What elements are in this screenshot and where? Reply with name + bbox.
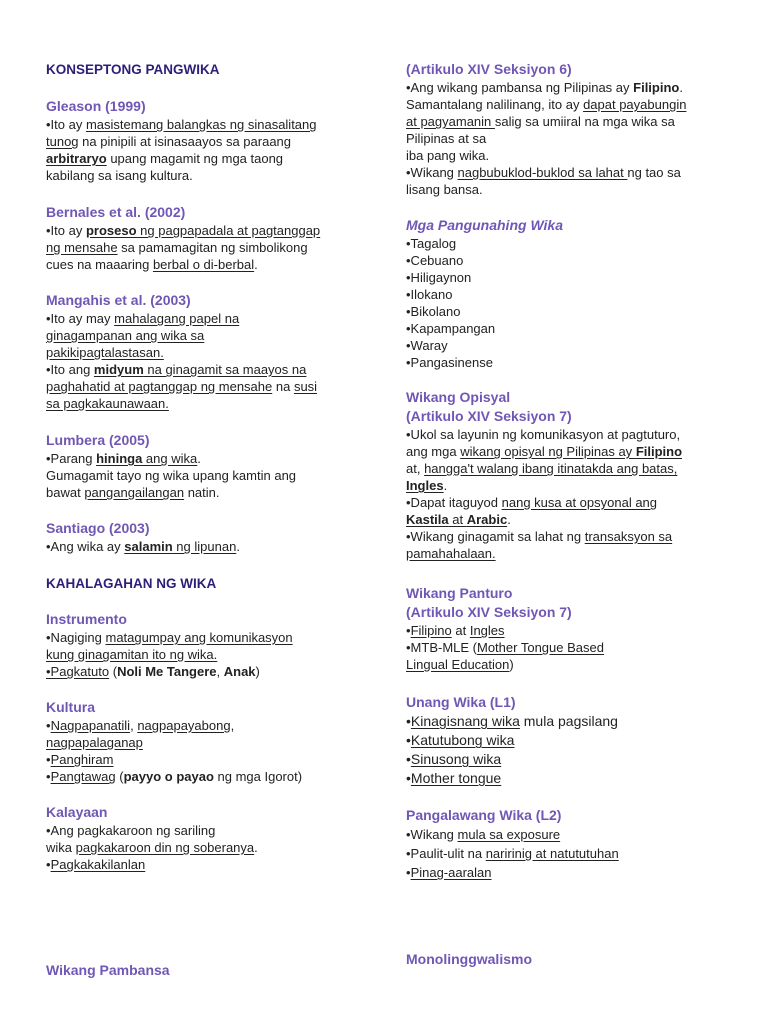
kultura-line-2: nagpapalaganap [46, 735, 143, 750]
list-item: •Ilokano [406, 287, 453, 302]
list-item: •Cebuano [406, 253, 464, 268]
opisyal-line-8: pamahahalaan. [406, 546, 496, 561]
list-item: •Bikolano [406, 304, 461, 319]
list-item: •Hiligaynon [406, 270, 472, 285]
kalayaan-heading: Kalayaan [46, 804, 108, 820]
list-item: •Tagalog [406, 236, 457, 251]
instrumento-line-1: •Nagiging matagumpay ang komunikasyon [46, 630, 293, 645]
pangalawang-line-2: •Paulit-ulit na naririnig at natututuhan [406, 846, 619, 861]
unang-wika-section [406, 693, 736, 788]
artikulo-6-line-1: •Ang wikang pambansa ng Pilipinas ay Filipino. [406, 80, 683, 95]
opisyal-line-1: •Ukol sa layunin ng komunikasyon at pagtuturo, [406, 427, 681, 442]
instrumento-line-3: •Pagkatuto (Noli Me Tangere, Anak) [46, 664, 260, 679]
opisyal-line-7: •Wikang ginagamit sa lahat ng transaksyon sa [406, 529, 673, 544]
artikulo-6-line-7: lisang bansa. [406, 182, 483, 197]
artikulo-6-line-3: at pagyamanin salig sa umiiral na mga wika sa [406, 114, 675, 129]
wikang-opisyal-artikulo: (Artikulo XIV Seksiyon 7) [406, 408, 572, 424]
mangahis-line-3: pakikipagtalastasan. [46, 345, 164, 360]
panturo-line-2: •MTB-MLE (Mother Tongue Based [406, 640, 604, 655]
artikulo-6-line-5: iba pang wika. [406, 148, 490, 163]
bernales-section [46, 203, 366, 273]
bernales-heading: Bernales et al. (2002) [46, 204, 186, 220]
kalayaan-section [46, 803, 366, 873]
santiago-section [46, 519, 366, 555]
kultura-section [46, 698, 366, 785]
mangahis-line-1: •Ito ay may mahalagang papel na [46, 311, 240, 326]
lumbera-heading: Lumbera (2005) [46, 432, 150, 448]
mangahis-section [46, 291, 366, 412]
wikang-panturo-section [406, 584, 736, 673]
list-item: •Kapampangan [406, 321, 496, 336]
kalayaan-line-2: wika pagkakaroon din ng soberanya. [46, 840, 258, 855]
kalayaan-line-1: •Ang pagkakaroon ng sariling [46, 823, 216, 838]
mangahis-line-2: ginagampanan ang wika sa [46, 328, 205, 343]
gleason-line-2: tunog na pinipili at isinasaayos sa paraang [46, 134, 292, 149]
artikulo-6-line-2: Samantalang nalilinang, ito ay dapat payabungin [406, 97, 687, 112]
bernales-line-2: ng mensahe sa pamamagitan ng simbolikong [46, 240, 308, 255]
pangunahing-wika-section [406, 216, 736, 371]
bernales-line-3: cues na maaaring berbal o di-berbal. [46, 257, 258, 272]
unang-line-1: •Kinagisnang wika mula pagsilang [406, 713, 618, 729]
opisyal-line-2: ang mga wikang opisyal ng Pilipinas ay Filipino [406, 444, 683, 459]
mangahis-line-5: paghahatid at pagtanggap ng mensahe na susi [46, 379, 318, 394]
santiago-line-1: •Ang wika ay salamin ng lipunan. [46, 539, 240, 554]
gleason-line-1: •Ito ay masistemang balangkas ng sinasalitang [46, 117, 317, 132]
mangahis-line-4: •Ito ang midyum na ginagamit sa maayos na [46, 362, 307, 377]
mangahis-line-6: sa pagkakaunawaan. [46, 396, 169, 411]
wikang-opisyal-heading: Wikang Opisyal [406, 389, 511, 405]
pangalawang-wika-heading: Pangalawang Wika (L2) [406, 807, 562, 823]
instrumento-heading: Instrumento [46, 611, 127, 627]
unang-wika-heading: Unang Wika (L1) [406, 694, 516, 710]
pangalawang-line-1: •Wikang mula sa exposure [406, 827, 561, 842]
artikulo-6-heading: (Artikulo XIV Seksiyon 6) [406, 61, 572, 77]
monolinggwalismo-heading: Monolinggwalismo [406, 951, 532, 967]
gleason-line-3: arbitraryo upang magamit ng mga taong [46, 151, 284, 166]
lumbera-line-1: •Parang hininga ang wika. [46, 451, 201, 466]
artikulo-6-section [406, 60, 736, 198]
bernales-line-1: •Ito ay proseso ng pagpapadala at pagtanggap [46, 223, 321, 238]
panturo-line-3: Lingual Education) [406, 657, 514, 672]
gleason-line-4: kabilang sa isang kultura. [46, 168, 193, 183]
wikang-panturo-heading: Wikang Panturo [406, 585, 513, 601]
opisyal-line-4: Ingles. [406, 478, 448, 493]
lumbera-section [46, 431, 366, 501]
santiago-heading: Santiago (2003) [46, 520, 150, 536]
gleason-section [46, 97, 366, 184]
artikulo-6-line-4: Pilipinas at sa [406, 131, 487, 146]
kultura-line-3: •Panghiram [46, 752, 114, 767]
opisyal-line-3: at, hangga't walang ibang itinatakda ang batas, [406, 461, 678, 476]
lumbera-line-3: bawat pangangailangan natin. [46, 485, 220, 500]
instrumento-section [46, 610, 366, 680]
pangalawang-line-3: •Pinag-aaralan [406, 865, 492, 880]
wikang-panturo-artikulo: (Artikulo XIV Seksiyon 7) [406, 604, 572, 620]
lumbera-line-2: Gumagamit tayo ng wika upang kamtin ang [46, 468, 297, 483]
instrumento-line-2: kung ginagamitan ito ng wika. [46, 647, 218, 662]
unang-line-3: •Sinusong wika [406, 751, 502, 767]
artikulo-6-line-6: •Wikang nagbubuklod-buklod sa lahat ng tao sa [406, 165, 681, 180]
kultura-line-1: •Nagpapanatili, nagpapayabong, [46, 718, 235, 733]
unang-line-2: •Katutubong wika [406, 732, 515, 748]
kultura-line-4: •Pangtawag (payyo o payao ng mga Igorot) [46, 769, 303, 784]
list-item: •Pangasinense [406, 355, 493, 370]
opisyal-line-5: •Dapat itaguyod nang kusa at opsyonal ang [406, 495, 658, 510]
kalayaan-line-3: •Pagkakakilanlan [46, 857, 146, 872]
wikang-opisyal-section [406, 388, 736, 562]
wikang-pambansa-heading: Wikang Pambansa [46, 962, 170, 978]
pangunahing-wika-heading: Mga Pangunahing Wika [406, 217, 563, 233]
list-item: •Waray [406, 338, 448, 353]
gleason-heading: Gleason (1999) [46, 98, 146, 114]
opisyal-line-6: Kastila at Arabic. [406, 512, 511, 527]
pangalawang-wika-section [406, 806, 736, 882]
mangahis-heading: Mangahis et al. (2003) [46, 292, 191, 308]
unang-line-4: •Mother tongue [406, 770, 502, 786]
kultura-heading: Kultura [46, 699, 95, 715]
panturo-line-1: •Filipino at Ingles [406, 623, 505, 638]
kahalagahan-ng-wika-title: KAHALAGAHAN NG WIKA [46, 576, 217, 591]
konseptong-pangwika-title: KONSEPTONG PANGWIKA [46, 62, 220, 77]
